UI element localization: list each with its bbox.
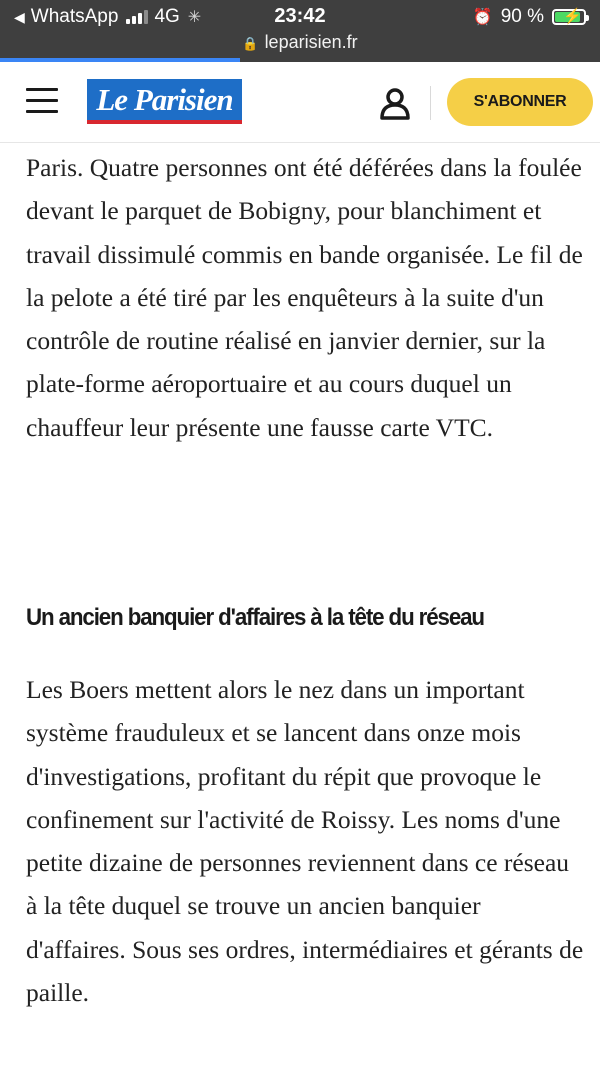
url-bar[interactable] [0,32,600,53]
status-right [473,6,586,28]
article-body [26,146,586,449]
battery-icon [552,9,586,25]
article-subheading: Un ancien banquier d'affaires à la tête du réseau [26,604,484,631]
battery-percent: 90 % [500,6,544,27]
le-parisien-logo[interactable]: Le Parisien [87,79,242,124]
status-bar [0,0,600,60]
article-paragraph: Paris. Quatre personnes ont été déférées dans la foulée devant le parquet de Bobigny, pour blanchiment et travail dissimulé commis en bande organisée. Le fil de la pelote a été tiré par les enquêteurs à la suite d'un contrôle de routine réalisé en janvier dernier, sur la plate-forme aéroportuaire et au cours duquel un chauffeur leur présente une fausse carte VTC. [26,153,583,442]
charging-bolt-icon: ⚡ [563,8,582,25]
lock-icon: 🔒 [242,36,259,51]
user-account-icon[interactable] [378,86,412,120]
back-arrow-icon: ◀ [14,8,25,25]
article-paragraph: Les Boers mettent alors le nez dans un important système frauduleux et se lancent dans onze mois d'investigations, profitant du répit que provoque le confinement sur l'activité de Roissy. Les noms d'une petite dizaine de personnes reviennent dans ce réseau à la tête duquel se trouve un ancien banquier d'affaires. Sous ses ordres, intermédiaires et gérants de paille. [26,675,584,1008]
site-header [0,62,600,143]
alarm-icon: ⏰ [472,9,493,26]
loading-spinner-icon: ✳ [187,9,202,26]
hamburger-menu-icon[interactable] [26,88,58,114]
network-label: 4G [154,6,180,27]
clock: 23:42 [274,5,326,27]
subscribe-button[interactable]: S'ABONNER [447,78,593,126]
back-app-label: WhatsApp [30,6,119,27]
header-divider [430,86,431,120]
url-text: leparisien.fr [264,32,358,52]
